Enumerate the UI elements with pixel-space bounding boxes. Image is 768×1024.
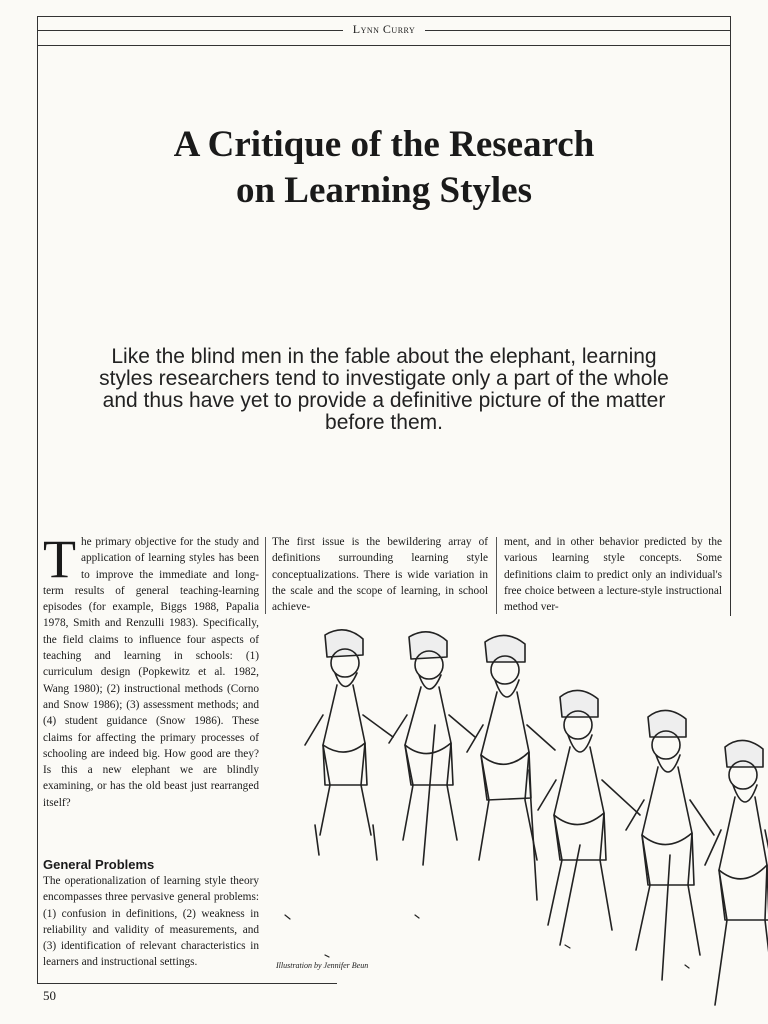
page-number: 50 — [43, 988, 56, 1003]
title-line-1: A Critique of the Research — [173, 124, 595, 165]
body-column-3: ment, and in other behavior predicted by the various learning style concepts. Some definitions claim to predict only an individual's free choice between a lecture-style instructional method ver- — [504, 536, 722, 614]
running-header — [0, 22, 768, 37]
figure-3 — [467, 635, 555, 900]
figure-6 — [705, 740, 768, 1005]
article-deck: Like the blind men in the fable about the elephant, learning styles researchers tend to investigate only a part of the whole and thus have yet to provide a definitive picture of the matter before them. — [99, 345, 669, 434]
author-name: Lynn Curry — [343, 22, 425, 36]
top-rule — [37, 16, 731, 17]
body-column-1 — [43, 529, 259, 811]
figure-5 — [626, 710, 714, 980]
right-frame-rule — [730, 16, 731, 616]
figure-2 — [389, 632, 475, 865]
column-1-text: he primary objective for the study and application of learning styles has been to improve the immediate and long-term results of general teaching-learning episodes (for example, Biggs 1988, Papalia 1978, Smith and Renzulli 1983). Specifically, the field claims to influence four aspects of teaching and learning in schools: (1) curriculum design (Popkewitz et al. 1982, Wang 1980); (2) instructional methods (Corno and Snow 1986); (3) assessment methods; and (4) student guidance (Snow 1986). These claims for affecting the primary processes of schooling are indeed big. How good are they? Is this a new elephant we are blindly examining, or has the old beast just rearranged itself? — [43, 536, 259, 809]
article-title — [60, 122, 708, 214]
figure-4 — [538, 690, 640, 945]
drop-cap: T — [43, 529, 76, 589]
left-frame-rule — [37, 16, 38, 984]
body-column-2: The first issue is the bewildering array of definitions surrounding learning style conceptualizations. There is wide variation in the scale and the scope of learning, in school achieve- — [272, 536, 488, 614]
column-divider-2 — [496, 537, 497, 614]
upper-rule — [37, 45, 731, 46]
illustration-credit: Illustration by Jennifer Beun — [276, 961, 369, 970]
column-divider-1 — [265, 537, 266, 614]
title-line-2: on Learning Styles — [235, 170, 533, 211]
section-body: The operationalization of learning style theory encompasses three pervasive general problems: (1) confusion in definitions, (2) weakness in reliability and validity of measurements, and (3) identification of relevant characteristics in learners and instructional settings. — [43, 875, 259, 969]
figure-1 — [305, 630, 393, 860]
section-heading: General Problems — [43, 857, 155, 872]
